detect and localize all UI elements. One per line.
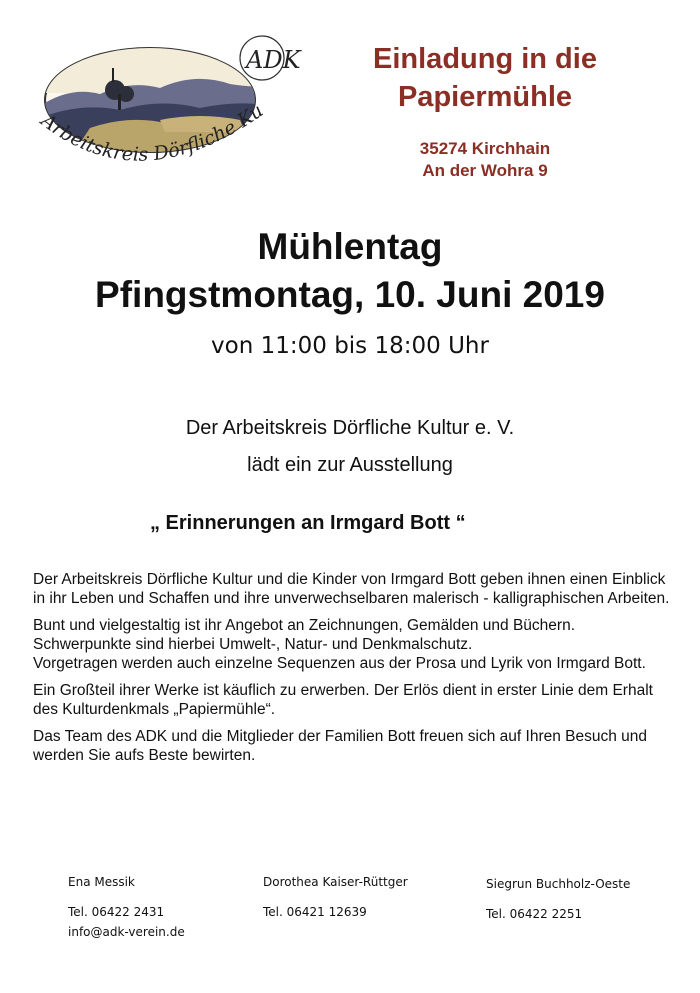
logo-arc-text: Arbeitskreis Dörfliche Ku <box>36 99 268 166</box>
invitation-title-line1: Einladung in die <box>373 43 597 75</box>
paragraph-offer <box>33 616 673 673</box>
paragraph-offer-line2: Schwerpunkte sind hierbei Umwelt-, Natur- und Denkmalschutz. <box>33 636 473 653</box>
paragraph-closing: Das Team des ADK und die Mitglieder der Familien Bott freuen sich auf Ihren Besuch und werden Sie aufs Beste bewirten. <box>33 728 648 764</box>
address-street: An der Wohra 9 <box>422 161 548 180</box>
header-block <box>320 40 650 182</box>
contact-email[interactable]: info@adk-verein.de <box>68 925 185 939</box>
invitation-title-line2: Papiermühle <box>397 81 573 113</box>
contact-name: Ena Messik <box>68 875 135 889</box>
event-date: Pfingstmontag, 10. Juni 2019 <box>95 274 605 315</box>
event-name: Mühlentag <box>257 226 443 267</box>
paragraph-intro: Der Arbeitskreis Dörfliche Kultur und die Kinder von Irmgard Bott geben ihnen einen Einblick in ihr Leben und Schaffen und ihre unverwechselbaren malerisch - kalligraphischen Arbeiten. <box>33 571 670 607</box>
contact-phone: Tel. 06422 2251 <box>486 907 583 921</box>
contact-phone: Tel. 06422 2431 <box>68 905 165 919</box>
paragraph-offer-line1: Bunt und vielgestaltig ist ihr Angebot an Zeichnungen, Gemälden und Büchern. <box>33 617 576 634</box>
description <box>33 570 673 773</box>
contact-1 <box>68 872 185 942</box>
exhibition-title: „ Erinnerungen an Irmgard Bott “ <box>150 512 466 534</box>
svg-text:ADK: ADK <box>246 46 301 74</box>
host-organization: Der Arbeitskreis Dörfliche Kultur e. V. <box>185 417 515 439</box>
paragraph-offer-line3: Vorgetragen werden auch einzelne Sequenzen aus der Prosa und Lyrik von Irmgard Bott. <box>33 655 646 672</box>
invite-text: lädt ein zur Ausstellung <box>247 454 453 476</box>
contact-name: Dorothea Kaiser-Rüttger <box>263 875 408 889</box>
contact-name: Siegrun Buchholz-Oeste <box>486 877 631 891</box>
adk-badge <box>240 36 303 80</box>
contact-phone: Tel. 06421 12639 <box>263 905 367 919</box>
address-postal: 35274 Kirchhain <box>419 139 551 158</box>
paragraph-sale: Ein Großteil ihrer Werke ist käuflich zu erwerben. Der Erlös dient in erster Linie dem Erhalt des Kulturdenkmals „Papiermühle“. <box>33 682 653 718</box>
event-time: von 11:00 bis 18:00 Uhr <box>211 333 489 359</box>
contact-3 <box>486 874 630 924</box>
adk-logo <box>30 28 310 198</box>
address-block <box>320 138 650 182</box>
contact-2 <box>263 872 408 922</box>
logo-landscape-icon <box>30 28 310 198</box>
